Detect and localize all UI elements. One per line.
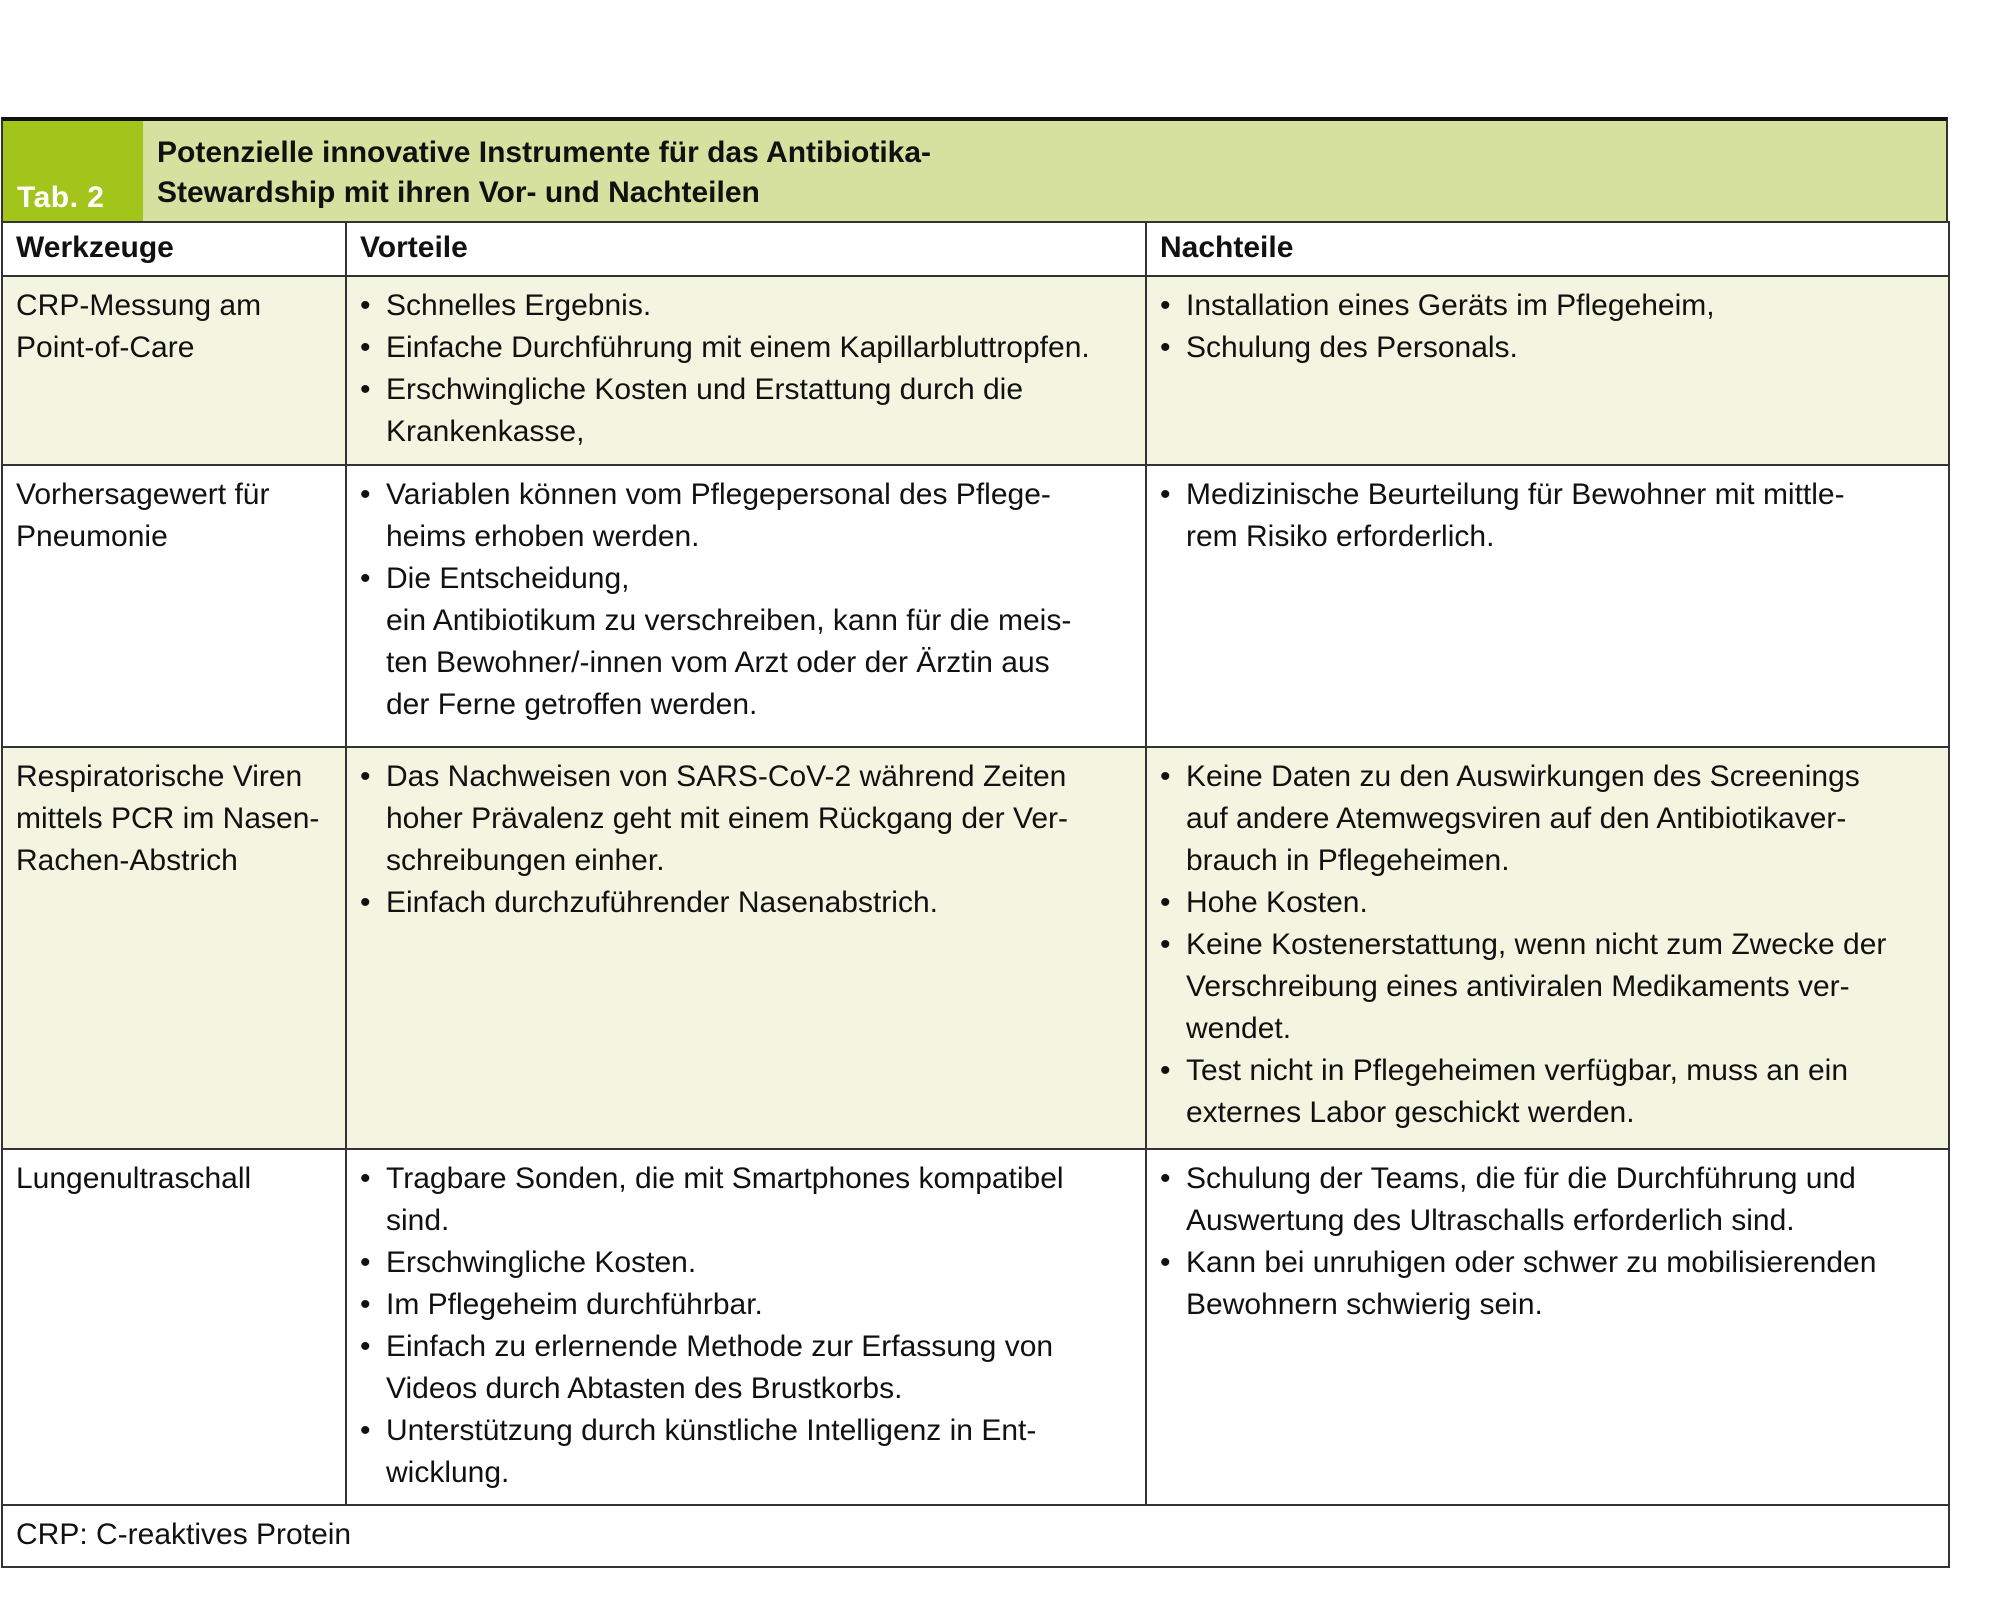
bullet-text-line: Schulung der Teams, die für die Durchführung und [1186,1162,1856,1195]
bullet-icon: • [1160,478,1171,511]
bullet-icon: • [360,760,371,793]
advantages-cell [346,1149,1146,1505]
bullet-item [1160,1050,1938,1134]
comparison-table [1,221,1950,1568]
bullet-text-line: wendet. [1186,1012,1292,1045]
bullet-text-line: Unterstützung durch künstliche Intelligenz in Ent- [386,1414,1037,1447]
tool-name-line: Respiratorische Viren [16,760,303,793]
bullet-item [360,285,1135,327]
bullet-icon: • [1160,1246,1171,1279]
bullet-text-line: hoher Prävalenz geht mit einem Rückgang der Ver- [386,802,1069,835]
table-row [2,747,1949,1149]
bullet-text-line: Test nicht in Pflegeheimen verfügbar, muss an ein [1186,1054,1849,1087]
bullet-text-line: Erschwingliche Kosten. [386,1246,697,1279]
bullet-item [360,1242,1135,1284]
disadvantages-list [1160,1158,1938,1326]
table-title-line: Potenzielle innovative Instrumente für das Antibiotika- [157,136,932,169]
advantages-list [360,756,1135,924]
tool-name-line: Point-of-Care [16,331,195,364]
bullet-text-line: Schnelles Ergebnis. [386,289,652,322]
header-row [2,222,1949,276]
bullet-text-line: Einfach durchzuführender Nasenabstrich. [386,886,938,919]
bullet-text-line: Medizinische Beurteilung für Bewohner mit mittle- [1186,478,1845,511]
bullet-text-line: Krankenkasse, [386,415,585,448]
bullet-item [360,474,1135,558]
bullet-icon: • [1160,760,1171,793]
bullet-text-line: brauch in Pflegeheimen. [1186,844,1510,877]
bullet-text-line: auf andere Atemwegsviren auf den Antibiotikaver- [1186,802,1847,835]
bullet-icon: • [1160,1054,1171,1087]
disadvantages-list [1160,756,1938,1134]
bullet-text-line: Keine Daten zu den Auswirkungen des Screenings [1186,760,1860,793]
table-title-bar [1,117,1948,221]
bullet-icon: • [360,373,371,406]
bullet-icon: • [360,331,371,364]
bullet-text-line: Kann bei unruhigen oder schwer zu mobilisierenden [1186,1246,1877,1279]
bullet-text-line: Installation eines Geräts im Pflegeheim, [1186,289,1715,322]
advantages-list [360,285,1135,453]
advantages-cell [346,747,1146,1149]
tool-cell [2,1149,346,1505]
bullet-icon: • [1160,886,1171,919]
bullet-item [360,1326,1135,1410]
bullet-text-line: Tragbare Sonden, die mit Smartphones kompatibel [386,1162,1064,1195]
bullet-icon: • [360,886,371,919]
bullet-item [1160,1242,1938,1326]
bullet-text-line: ein Antibiotikum zu verschreiben, kann für die meis- [386,604,1072,637]
advantages-cell [346,465,1146,747]
disadvantages-cell [1146,747,1949,1149]
disadvantages-cell [1146,465,1949,747]
bullet-text-line: Verschreibung eines antiviralen Medikaments ver- [1186,970,1850,1003]
advantages-list [360,1158,1135,1494]
table-row [2,276,1949,465]
bullet-icon: • [360,1330,371,1363]
bullet-item [360,1284,1135,1326]
bullet-text-line: wicklung. [386,1456,510,1489]
bullet-text-line: Auswertung des Ultraschalls erforderlich sind. [1186,1204,1795,1237]
bullet-text-line: externes Labor geschickt werden. [1186,1096,1635,1129]
disadvantages-cell [1146,1149,1949,1505]
bullet-text-line: Einfache Durchführung mit einem Kapillarbluttropfen. [386,331,1090,364]
bullet-icon: • [360,478,371,511]
bullet-item [360,1410,1135,1494]
bullet-text-line: heims erhoben werden. [386,520,700,553]
bullet-item [360,882,1135,924]
bullet-item [1160,327,1938,369]
bullet-icon: • [360,1246,371,1279]
bullet-item [360,369,1135,453]
bullet-text-line: sind. [386,1204,450,1237]
bullet-item [360,558,1135,726]
bullet-icon: • [1160,331,1171,364]
footnote-row [2,1505,1949,1567]
bullet-text-line: Hohe Kosten. [1186,886,1368,919]
disadvantages-list [1160,474,1938,558]
column-header-tools: Werkzeuge [2,222,346,276]
bullet-item [1160,1158,1938,1242]
bullet-item [360,756,1135,882]
table-container [1,117,1948,1568]
bullet-item [360,1158,1135,1242]
bullet-item [360,327,1135,369]
table-row [2,1149,1949,1505]
bullet-text-line: Erschwingliche Kosten und Erstattung durch die [386,373,1024,406]
bullet-icon: • [360,289,371,322]
bullet-item [1160,756,1938,882]
column-header-advantages: Vorteile [346,222,1146,276]
bullet-item [1160,882,1938,924]
tool-name-line: Lungenultraschall [16,1162,252,1195]
advantages-cell [346,276,1146,465]
bullet-text-line: Das Nachweisen von SARS-CoV-2 während Zeiten [386,760,1067,793]
tool-cell [2,276,346,465]
bullet-text-line: Videos durch Abtasten des Brustkorbs. [386,1372,903,1405]
table-title-line: Stewardship mit ihren Vor- und Nachteilen [157,176,760,209]
bullet-text-line: Variablen können vom Pflegepersonal des Pflege- [386,478,1051,511]
tool-name-line: Pneumonie [16,520,168,553]
bullet-text-line: der Ferne getroffen werden. [386,688,758,721]
disadvantages-list [1160,285,1938,369]
table-row [2,465,1949,747]
bullet-icon: • [360,1414,371,1447]
bullet-text-line: Keine Kostenerstattung, wenn nicht zum Zwecke der [1186,928,1887,961]
table-number-label: Tab. 2 [3,121,143,221]
bullet-text-line: Schulung des Personals. [1186,331,1518,364]
bullet-text-line: Im Pflegeheim durchführbar. [386,1288,763,1321]
bullet-icon: • [1160,289,1171,322]
tool-cell [2,747,346,1149]
bullet-text-line: Bewohnern schwierig sein. [1186,1288,1543,1321]
tool-name-line: mittels PCR im Nasen- [16,802,320,835]
advantages-list [360,474,1135,726]
bullet-item [1160,285,1938,327]
bullet-item [1160,924,1938,1050]
bullet-icon: • [360,562,371,595]
bullet-icon: • [1160,1162,1171,1195]
column-header-disadvantages: Nachteile [1146,222,1949,276]
tool-name-line: Vorhersagewert für [16,478,270,511]
bullet-text-line: Die Entscheidung, [386,562,630,595]
bullet-text-line: ten Bewohner/-innen vom Arzt oder der Ärztin aus [386,646,1050,679]
bullet-text-line: schreibungen einher. [386,844,665,877]
bullet-icon: • [360,1288,371,1321]
bullet-item [1160,474,1938,558]
bullet-icon: • [1160,928,1171,961]
tool-name-line: CRP-Messung am [16,289,262,322]
bullet-icon: • [360,1162,371,1195]
disadvantages-cell [1146,276,1949,465]
tool-cell [2,465,346,747]
bullet-text-line: Einfach zu erlernende Methode zur Erfassung von [386,1330,1054,1363]
footnote: CRP: C-reaktives Protein [2,1505,1949,1567]
bullet-text-line: rem Risiko erforderlich. [1186,520,1495,553]
tool-name-line: Rachen-Abstrich [16,844,238,877]
table-title [143,121,931,221]
